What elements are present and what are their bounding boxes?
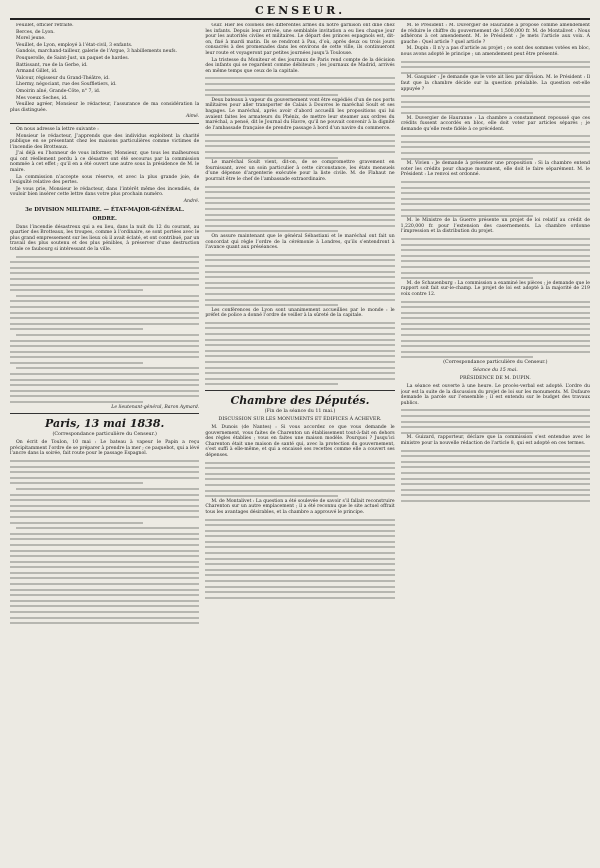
division-heading: 3e DIVISION MILITAIRE. — ÉTAT-MAJOR-GÉNÉRAL. [25, 206, 185, 213]
text-line [205, 155, 394, 161]
column-2 [205, 23, 394, 865]
divider [205, 390, 394, 391]
news-paragraph: Les conférences de Lyon sont unanimement accueillies par le monde : le préfet de police a donné l’ordre de veiller à la sûreté de la capitale. [205, 307, 395, 319]
divider [10, 123, 199, 124]
list-line: Gandois, marchand-tailleur, galerie de l’Argue, 3 habillements neufs. [16, 49, 177, 55]
letter-paragraph: Monsieur le rédacteur, J’apprends que des individus exploitent la charité publique en se présentant chez les maisons particulières comme victimes de l’incendie des Brotteaux. [10, 133, 200, 150]
session-heading: Séance du 15 mai. [472, 368, 518, 374]
text-line [205, 493, 394, 499]
text-line [401, 275, 590, 281]
ordre-text: Dans l’incendie désastreux qui a eu lieu, dans la nuit du 12 du courant, au quartier des Brotteaux, les troupes, comme à l’ordinaire, se sont portées avec le plus grand empressement sur les lieux où il avait éclaté, et ont contribué, par un travail des plus soutenu et des plus pénibles, à préserver d’une destruction totale ce faubourg si intéressant de la ville. [10, 224, 200, 252]
column-1 [10, 23, 199, 865]
masthead [10, 4, 590, 17]
text-line [205, 302, 394, 308]
letter-paragraph: Je vous prie, Monsieur le rédacteur, dans l’intérêt même des incendiés, de vouloir bien insérer cette lettre dans votre plus prochain numéro. [10, 186, 200, 198]
list-line: Berces, de Lyon. [16, 29, 55, 35]
section-heading-chambre: Chambre des Députés. [230, 394, 370, 407]
text-line [401, 498, 590, 504]
text-line [401, 213, 590, 219]
list-line: Armand Gillet, id. [16, 69, 58, 75]
masthead-rule [10, 18, 590, 20]
debate-paragraph: M. Guizard, rapporteur, déclare que la commission s’est entendue avec le ministre pour la nouvelle rédaction de l’article 8, qui est adopté en ces termes. [400, 435, 590, 446]
text-line [10, 399, 199, 405]
text-line [10, 620, 199, 626]
debate-paragraph: M. le Président : M. Duvergier de Hauranne a proposé comme amendement de réduire le chiffre du gouvernement de 1,500,000 fr. M. de Montalivet : Nous adhérons à cet amendement. M. le Président : Je mets l’article aux voix. À gauche : Quel article ? quel article ? [400, 23, 590, 45]
text-line [401, 430, 590, 436]
text-line [401, 110, 590, 116]
section-subheading: (Fin de la séance du 11 mai.) [264, 409, 336, 414]
news-paragraph: Deux bateaux à vapeur du gouvernement vont être expédiés d’un de nos ports militaires pour aller transporter de Calais à Douvres le maréchal Soult et ses bagages. Le maréchal, après avoir d’abord accueilli les propositions qui lui avaient faites les armateurs du Phénix, de mettre leur steamer aux ordres du maréchal, a pensé, dit le Journal du Havre, qu’il ne pouvait convenir à la dignité de l’ambassade française de prendre passage à bord d’un navire du commerce. [205, 97, 395, 131]
debate-paragraph: M. de Montalivet : La question a été soulevée de savoir s’il fallait reconstruire Charenton sur un autre emplacement ; il a été reconnu que le site actuel offrait tous les avantages désirables, et la chambre a approuvé le principe. [205, 498, 395, 515]
list-line: Omoirin aîné, Grande-Côte, n° 7, id. [16, 88, 101, 94]
letter-signature: André. [183, 199, 200, 205]
ordre-heading: ORDRE. [92, 215, 117, 222]
debate-paragraph: M. Vivien : Je demande à présenter une proposition : Si la chambre entend voter les crédits pour chaque monument, elle doit le faire séparément. M. le Président : Le renvoi est ordonné. [400, 161, 590, 178]
ordre-signature: Le lieutenant-général, Baron Aymard. [111, 404, 200, 410]
letter-closing: Veuillez agréer, Monsieur le rédacteur, l’assurance de ma considération la plus distinguée. [10, 102, 200, 113]
news-paragraph: Le maréchal Soult vient, dit-on, de se compromettre gravement en fournissant, avec un soin particulier à cette circonstance, les états mensuels d’une dépense d’argenterie exécutée pour la liste civile. M. de Flahaut ne pourrait être le chef de l’ambassade extraordinaire. [205, 160, 395, 183]
list-line: Mes voeux Seches, id. [16, 95, 68, 101]
paris-text: On écrit de Toulon, 10 mai : Le bateau à vapeur le Papin a reçu précipitamment l’ordre de se préparer à prendre la mer ; ce paquebot, qui a lévé l’ancre dans la soirée, fait route pour le passage Espagnol. [10, 440, 200, 457]
debate-paragraph: M. de Schauenburg : La commission a examiné les pièces ; je demande que le rapport soit fait sur-le-champ. Le projet de loi est adopté à la majorité de 219 voix contre 12. [400, 280, 590, 297]
columns [10, 23, 590, 865]
debate-paragraph: M. le Ministre de la Guerre présente un projet de loi relatif au crédit de 1,220,000 fr. pour l’extension des casernements. La chambre ordonne l’impression et la distribution du projet. [400, 218, 590, 235]
text-line [205, 381, 394, 387]
correspondence-heading: (Correspondance particulière du Censeur.) [443, 360, 548, 366]
debate-paragraph: M. Dupin : Il n’y a pas d’article au projet ; ce sont des sommes votées en bloc, nous avons adopté le principe ; un amendement peut être présenté. [400, 46, 590, 57]
column-3 [401, 23, 590, 865]
news-paragraph: On assure maintenant que le général Sébastiani et le maréchal ont fait un concordat qui règle l’ordre de la cérémonie à Londres, qu’ils s’entendront à l’avance quant aux préséances. [205, 233, 395, 251]
list-line: Veuillet, de Lyon, employé à l’état-civil, 3 enfants. [16, 42, 133, 48]
text-line [401, 354, 590, 360]
text-line [205, 92, 394, 98]
debate-paragraph: M. Duvergier de Hauranne : La chambre a constamment repoussé que ces crédits fussent accordés en bloc, elle doit voter par articles séparés ; je demande qu’elle reste fidèle à ce précédent. [400, 115, 590, 132]
section-heading-paris: Paris, 13 mai 1838. [45, 417, 165, 431]
news-paragraph: La tristesse du Moniteur et des journaux de Paris rend compte de la décision des infants qui se regardent comme débiteurs ; les journaux de Madrid, arrivés en même temps que ceux de la capitale. [205, 57, 395, 74]
letter-paragraph: La commission n’accepte sous réserve, et avec la plus grande joie, de l’exiguïté relative des pertes. [10, 174, 200, 186]
news-paragraph: Guir. Hier les colonels des différentes armes du notre garnison ont diné chez les infants. Depuis leur arrivée, une semblable invitation a eu lieu chaque jour pour les autorités civiles et militaires. Le départ des princes espagnols est, dit-on, fixé à mardi matin. Ils se rendront à Pau, d’où, après deux ou trois jours consacrés à des promenades dans les environs de cette ville, ils continueront leur route et voyageront par petites journées jusqu’à Toulouse. [205, 23, 395, 56]
section-subheading: (Correspondance particulière du Censeur.) [52, 432, 157, 438]
text-line [205, 595, 394, 601]
list-line: Battissant, rue de la Gerbe, id. [16, 62, 88, 68]
debate-paragraph: La séance est ouverte à une heure. Le procès-verbal est adopté. L’ordre du jour est la suite de la discussion du projet de loi sur les monuments. M. Dufaure demande la parole sur l’ensemble ; il est entendu sur le budget des travaux publics. [400, 384, 590, 406]
divider [10, 413, 199, 414]
letter-signature: Aimé. [186, 114, 200, 120]
masthead-title: CENSEUR. [254, 4, 346, 17]
debate-paragraph: M. Gauguier : Je demande que le vote ait lieu par division. M. le Président : Il faut que la chambre décide sur la question préalable. La question est-elle appuyée ? [400, 75, 590, 92]
text-line [205, 228, 394, 234]
text-line [401, 156, 590, 162]
letter-paragraph: J’ai déjà eu l’honneur de vous informer, Monsieur, que tous les malheureux qui ont réellement perdu à ce désastre ont été secourus par la commission nommée à cet effet ; qu’il en a été ouvert une autre sous la présidence de M. le maire. [10, 151, 200, 174]
letter-note: On nous adresse la lettre suivante : [16, 126, 99, 132]
list-line: Valcour, régisseur du Grand-Théâtre, id. [16, 75, 110, 81]
list-line: Pouquerolle, de Saint-Just, un paquet de hardes. [16, 55, 130, 61]
presidency-heading: PRÉSIDENCE DE M. DUPIN. [459, 376, 531, 382]
list-line: Morel jeune. [16, 36, 46, 42]
debate-paragraph: M. Dunois (de Nantes) : Si vous accordez ce que vous demande le gouvernement, vous faites de Charenton un établissement tout-à-fait en dehors des règles établies ; vous en faites une maison modèle. Pourquoi ? Jusqu’ici Charenton était une maison de santé qui, avec la protection du gouvernement, s’est suffi à elle-même, et qui a encaissé ses recettes comme elle a couvert ses dépenses. [205, 425, 395, 458]
list-line: Feuillet, officier retraité. [16, 23, 74, 28]
list-line: Lhermy, négociant, rue des Souffletiers, id. [16, 82, 117, 88]
topic-heading: DISCUSSION SUR LES MONUMENTS ET ÉDIFICES À ACHEVER. [218, 417, 382, 422]
text-line [401, 70, 590, 76]
